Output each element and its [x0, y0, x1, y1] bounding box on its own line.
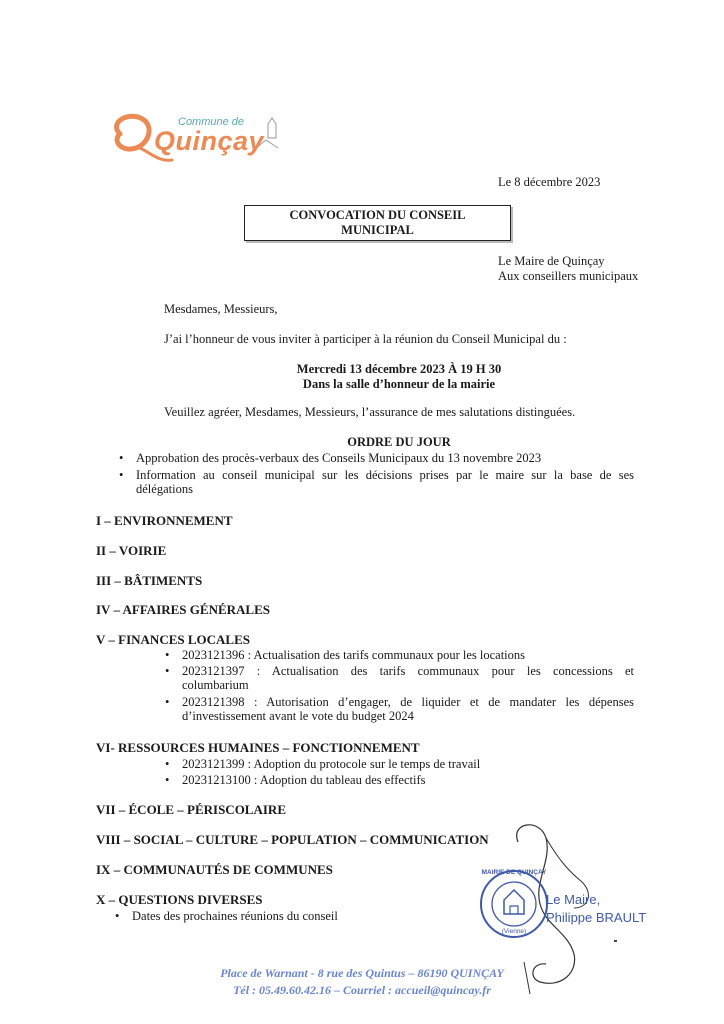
- list-item: • 2023121397 : Actualisation des tarifs communaux pour les concessions et columbarium: [165, 664, 634, 692]
- section-title: VIII – SOCIAL – CULTURE – POPULATION – COMMUNICATION: [96, 832, 489, 847]
- sender-line-1: Le Maire de Quinçay: [498, 254, 605, 268]
- section-title: IV – AFFAIRES GÉNÉRALES: [96, 602, 270, 617]
- bullet-icon: •: [165, 757, 170, 771]
- title-line-1: CONVOCATION DU CONSEIL: [289, 208, 466, 222]
- list-item: • Dates des prochaines réunions du conseil: [115, 909, 338, 923]
- signature-title: Le Maire,: [546, 892, 601, 907]
- agenda-title: ORDRE DU JOUR: [347, 435, 451, 449]
- section-title: V – FINANCES LOCALES: [96, 632, 250, 647]
- section-title: III – BÂTIMENTS: [96, 573, 203, 588]
- section-title: VII – ÉCOLE – PÉRISCOLAIRE: [96, 802, 286, 817]
- bullet-icon: •: [165, 648, 170, 662]
- stamp-sub: (Vienne): [501, 928, 527, 935]
- title-line-2: MUNICIPAL: [341, 223, 414, 237]
- section-title: I – ENVIRONNEMENT: [96, 513, 233, 528]
- invite-text: J’ai l’honneur de vous inviter à participer à la réunion du Conseil Municipal du :: [164, 332, 567, 346]
- bullet-icon: •: [165, 664, 170, 678]
- list-item: • 20231213100 : Adoption du tableau des effectifs: [165, 773, 426, 787]
- list-item: • 2023121398 : Autorisation d’engager, de liquider et de mandater les dépenses d’investissement avant le vote du budget 2024: [165, 695, 634, 723]
- meeting-date-time: Mercredi 13 décembre 2023 À 19 H 30: [296, 362, 502, 376]
- list-item: • 2023121399 : Adoption du protocole sur le temps de travail: [165, 757, 481, 771]
- signature-name: Philippe BRAULT: [546, 910, 647, 925]
- salutation: Mesdames, Messieurs,: [164, 302, 278, 316]
- section-title: IX – COMMUNAUTÉS DE COMMUNES: [96, 862, 333, 877]
- logo-name: Quinçay: [154, 126, 265, 156]
- closing-text: Veuillez agréer, Mesdames, Messieurs, l’assurance de mes salutations distinguées.: [164, 405, 576, 419]
- mairie-stamp: [478, 868, 550, 940]
- footer-address: Place de Warnant - 8 rue des Quintus – 86190 QUINÇAY: [220, 966, 504, 980]
- logo-prefix: Commune de: [178, 116, 245, 128]
- bullet-icon: •: [165, 773, 170, 787]
- sender-line-2: Aux conseillers municipaux: [498, 269, 639, 283]
- date-line: Le 8 décembre 2023: [498, 175, 601, 189]
- section-title: II – VOIRIE: [96, 543, 167, 558]
- bullet-icon: •: [165, 695, 170, 709]
- bullet-icon: •: [119, 468, 124, 482]
- list-item: • Approbation des procès-verbaux des Conseils Municipaux du 13 novembre 2023: [119, 451, 542, 465]
- list-item: • Information au conseil municipal sur les décisions prises par le maire sur la base de ses délégations: [119, 468, 634, 496]
- footer-contact: Tél : 05.49.60.42.16 – Courriel : accueil@quincay.fr: [233, 983, 491, 997]
- meeting-place: Dans la salle d’honneur de la mairie: [302, 377, 496, 391]
- commune-logo: [100, 104, 285, 174]
- title-box: [244, 205, 511, 241]
- list-item: • 2023121396 : Actualisation des tarifs communaux pour les locations: [165, 648, 525, 662]
- bullet-icon: •: [115, 909, 120, 923]
- dot-mark: [614, 940, 617, 942]
- stamp-text: MAIRIE DE QUINÇAY: [481, 869, 547, 876]
- section-title: X – QUESTIONS DIVERSES: [96, 892, 263, 907]
- bullet-icon: •: [119, 451, 124, 465]
- section-title: VI- RESSOURCES HUMAINES – FONCTIONNEMENT: [96, 740, 420, 755]
